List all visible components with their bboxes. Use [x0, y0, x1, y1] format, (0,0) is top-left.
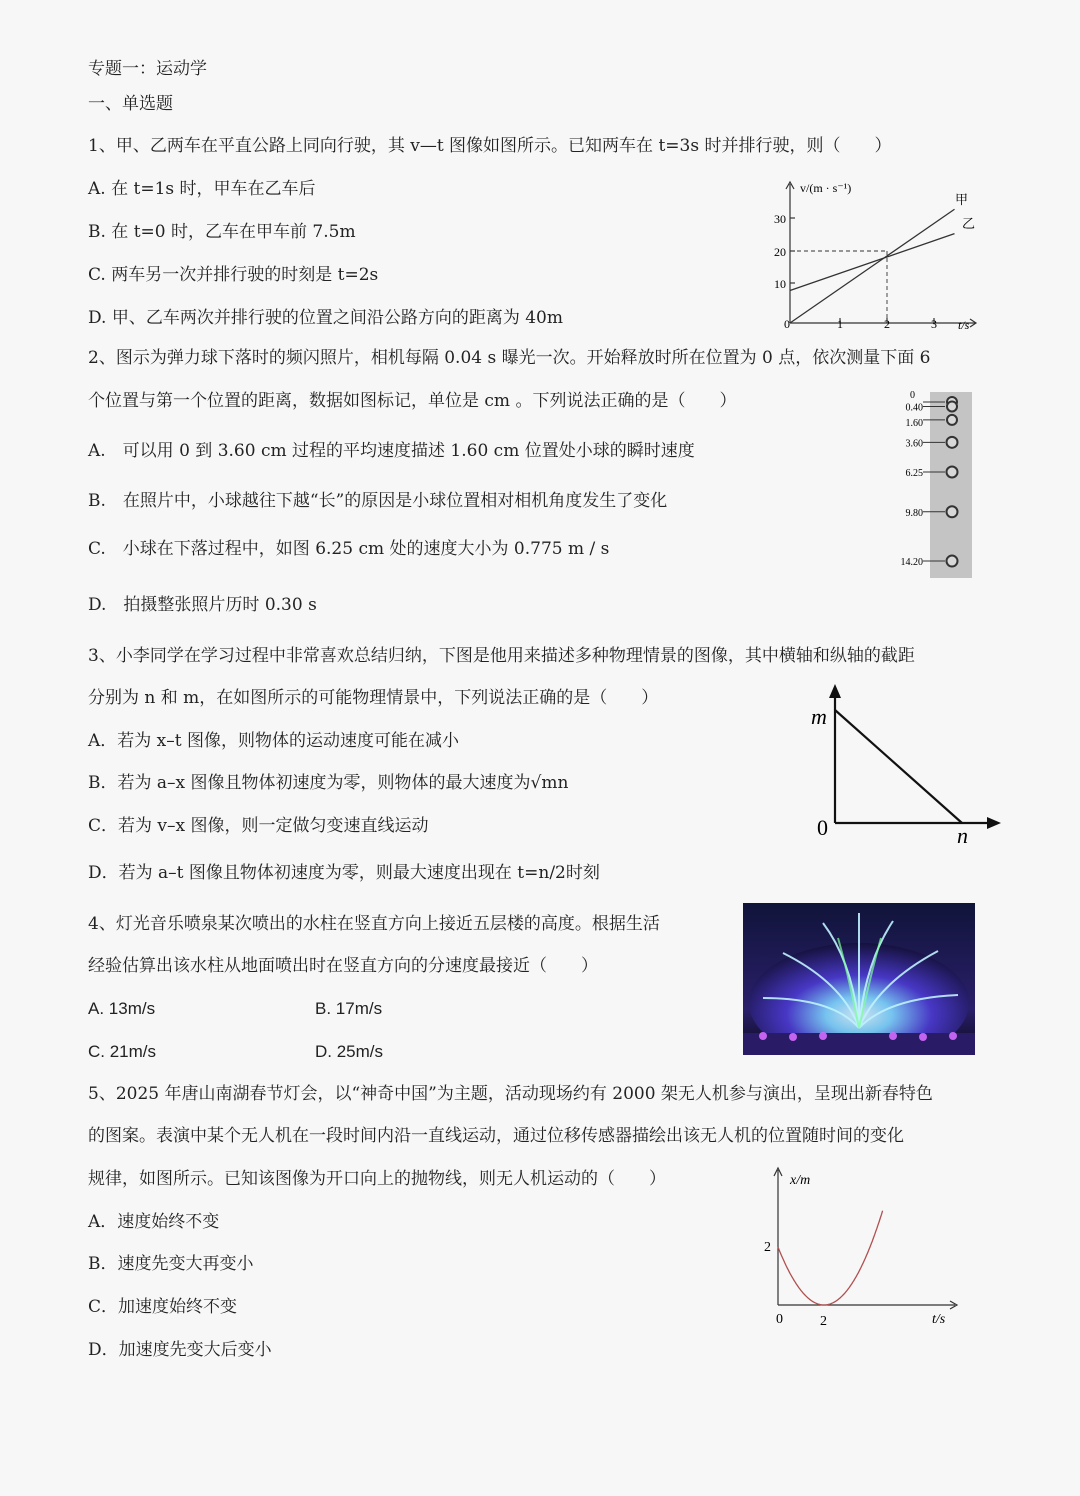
- q1-ytick-20: 20: [774, 245, 786, 259]
- q4-option-d: D. 25m/s: [315, 1042, 384, 1061]
- q2-option-c: C. 小球在下落过程中，如图 6.25 cm 处的速度大小为 0.775 m / s: [88, 539, 610, 559]
- q2-position-label: 14.20: [900, 557, 923, 569]
- q2-ball: [947, 556, 958, 567]
- q2-option-d: D. 拍摄整张照片历时 0.30 s: [88, 595, 317, 615]
- q2-option-b: B. 在照片中，小球越往下越“长”的原因是小球位置相对相机角度发生了变化: [88, 491, 668, 511]
- q1-series-line-yi: [790, 234, 955, 291]
- q2-position-label: 1.60: [905, 417, 923, 429]
- q2-position-label: 0: [910, 390, 915, 401]
- q3-option-a: A．若为 x–t 图像，则物体的运动速度可能在减小: [88, 731, 460, 751]
- q1-ytick-10: 10: [774, 277, 786, 291]
- topic-title: 专题一：运动学: [88, 59, 207, 79]
- q5-stem-line3: 规律，如图所示。已知该图像为开口向上的抛物线，则无人机运动的（ ）: [88, 1169, 666, 1189]
- q3-intercept-graph: [805, 680, 1005, 850]
- q1-xtick-2: 2: [884, 317, 890, 331]
- q3-option-c: C．若为 v–x 图像，则一定做匀变速直线运动: [88, 816, 429, 836]
- q4-option-c: C. 21m/s: [88, 1042, 157, 1061]
- q5-xtick-0: 0: [776, 1312, 783, 1327]
- q3-origin-label: 0: [817, 815, 828, 840]
- q3-line: [835, 710, 962, 823]
- q5-option-c: C．加速度始终不变: [88, 1297, 238, 1317]
- q1-series-yi-label: 乙: [962, 216, 976, 231]
- q2-ball: [947, 401, 957, 411]
- q1-ytick-30: 30: [774, 212, 786, 226]
- q2-ball: [947, 506, 958, 517]
- q5-xtick-2: 2: [820, 1314, 827, 1329]
- q5-stem-line2: 的图案。表演中某个无人机在一段时间内沿一直线运动，通过位移传感器描绘出该无人机的位置随时间的变化: [88, 1126, 904, 1146]
- q4-stem-line2: 经验估算出该水柱从地面喷出时在竖直方向的分速度最接近（ ）: [88, 956, 598, 976]
- q5-parabola: [778, 1211, 883, 1305]
- q2-stem-line2: 个位置与第一个位置的距离，数据如图标记，单位是 cm 。下列说法正确的是（ ）: [88, 391, 737, 411]
- q1-option-b: B. 在 t=0 时，乙车在甲车前 7.5m: [88, 222, 356, 242]
- q2-ball: [947, 415, 957, 425]
- q5-x-label: t/s: [932, 1312, 946, 1327]
- q1-xtick-0: 0: [784, 317, 790, 331]
- q2-strobe-photo: [885, 390, 985, 585]
- q5-option-a: A．速度始终不变: [88, 1212, 220, 1232]
- q4-stem-line1: 4、灯光音乐喷泉某次喷出的水柱在竖直方向上接近五层楼的高度。根据生活: [88, 914, 660, 934]
- q2-ball: [947, 437, 958, 448]
- q2-ball: [947, 467, 958, 478]
- q1-series-line-jia: [790, 209, 955, 323]
- q2-position-label: 6.25: [905, 468, 923, 479]
- q1-stem: 1、甲、乙两车在平直公路上同向行驶，其 v—t 图像如图所示。已知两车在 t=3s 时并排行驶，则（ ）: [88, 136, 892, 156]
- q1-option-a: A. 在 t=1s 时，甲车在乙车后: [88, 179, 316, 199]
- q5-option-d: D．加速度先变大后变小: [88, 1340, 272, 1360]
- q3-stem-line1: 3、小李同学在学习过程中非常喜欢总结归纳，下图是他用来描述多种物理情景的图像，其中横轴和纵轴的截距: [88, 646, 915, 666]
- q1-xtick-3: 3: [931, 317, 937, 331]
- q2-option-a: A. 可以用 0 到 3.60 cm 过程的平均速度描述 1.60 cm 位置处小球的瞬时速度: [88, 441, 695, 461]
- q5-y-label: x/m: [790, 1173, 811, 1188]
- q1-option-d: D. 甲、乙车两次并排行驶的位置之间沿公路方向的距离为 40m: [88, 308, 563, 328]
- q5-xt-graph: [760, 1160, 965, 1330]
- q5-option-b: B．速度先变大再变小: [88, 1254, 254, 1274]
- q1-x-label: t/s: [958, 318, 970, 332]
- q3-x-intercept-label: n: [957, 823, 968, 848]
- q3-stem-line2: 分别为 n 和 m，在如图所示的可能物理情景中，下列说法正确的是（ ）: [88, 688, 659, 708]
- q5-stem-line1: 5、2025 年唐山南湖春节灯会，以“神奇中国”为主题，活动现场约有 2000 架无人机参与演出，呈现出新春特色: [88, 1084, 933, 1104]
- q5-ytick-2: 2: [764, 1240, 771, 1255]
- q2-position-label: 3.60: [905, 438, 923, 450]
- q2-position-label: 0.40: [905, 402, 923, 414]
- section-title: 一、单选题: [88, 94, 173, 114]
- q2-stem-line1: 2、图示为弹力球下落时的频闪照片，相机每隔 0.04 s 曝光一次。开始释放时所在位置为 0 点，依次测量下面 6: [88, 348, 931, 368]
- q3-option-d: D．若为 a–t 图像且物体初速度为零，则最大速度出现在 t=n/2时刻: [88, 863, 600, 883]
- q1-series-jia-label: 甲: [955, 192, 969, 207]
- q1-xtick-1: 1: [837, 317, 843, 331]
- q3-option-b: B．若为 a–x 图像且物体初速度为零，则物体的最大速度为√mn: [88, 773, 569, 793]
- q4-option-a: A. 13m/s: [88, 999, 156, 1018]
- q2-position-label: 9.80: [905, 507, 923, 519]
- q4-fountain-photo: [743, 903, 975, 1055]
- q1-vt-graph: [770, 176, 990, 336]
- q3-y-intercept-label: m: [811, 704, 827, 729]
- q4-option-b: B. 17m/s: [315, 999, 383, 1018]
- q1-y-label: v/(m · s⁻¹): [800, 181, 852, 195]
- q1-option-c: C. 两车另一次并排行驶的时刻是 t=2s: [88, 265, 379, 285]
